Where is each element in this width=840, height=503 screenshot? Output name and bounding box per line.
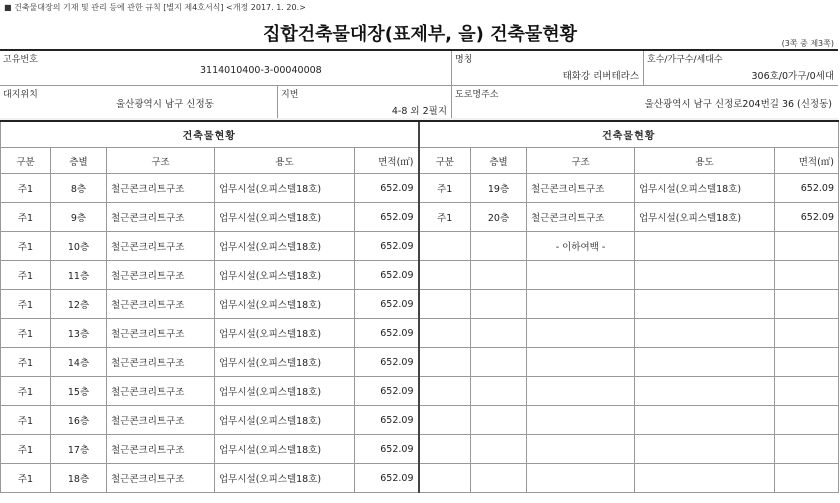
right-empty-cell: [471, 406, 527, 435]
table-row: [1, 174, 839, 203]
road-address-label: 도로명주소: [455, 90, 499, 100]
left-use-cell: 업무시설(오피스텔18호): [215, 348, 355, 377]
legal-basis-note: ■ 건축물대장의 기재 및 관리 등에 관한 규칙 [별지 제4호서식] <개정 2017. 1. 20.>: [4, 3, 306, 12]
right-empty-cell: [775, 406, 839, 435]
left-type-cell: 주1: [1, 464, 51, 493]
col-use-left: 용도: [215, 148, 355, 174]
table-row: [1, 290, 839, 319]
col-area-right: 면적(㎡): [775, 148, 839, 174]
site-location-label: 대지위치: [3, 90, 38, 100]
right-area-cell: 652.09: [775, 203, 839, 232]
building-name-cell: [452, 51, 644, 86]
left-structure-cell: 철근콘크리트구조: [107, 174, 215, 203]
unique-number-value: 3114010400-3-00040008: [200, 65, 322, 76]
left-area-cell: 652.09: [355, 203, 419, 232]
col-floor-right: 층별: [471, 148, 527, 174]
right-empty-cell: [471, 261, 527, 290]
lot-number-value: 4-8 외 2필지: [391, 106, 447, 117]
right-empty-cell: [527, 406, 635, 435]
right-empty-cell: [471, 464, 527, 493]
right-floor-cell: 20층: [471, 203, 527, 232]
table-row: [1, 464, 839, 493]
table-row: [1, 406, 839, 435]
col-type-left: 구분: [1, 148, 51, 174]
right-structure-cell: 철근콘크리트구조: [527, 174, 635, 203]
left-area-cell: 652.09: [355, 174, 419, 203]
right-empty-cell: [635, 261, 775, 290]
right-empty-cell: [419, 261, 471, 290]
end-of-list-mark: - 이하여백 -: [527, 232, 635, 261]
page-indicator: (3쪽 중 제3쪽): [781, 39, 834, 48]
left-structure-cell: 철근콘크리트구조: [107, 203, 215, 232]
right-empty-cell: [635, 290, 775, 319]
left-type-cell: 주1: [1, 290, 51, 319]
unit-count-label: 호수/가구수/세대수: [647, 55, 723, 65]
right-empty-cell: [775, 232, 839, 261]
site-location-value: 울산광역시 남구 신정동: [116, 99, 214, 110]
lot-number-label: 지번: [281, 90, 299, 100]
right-empty-cell: [635, 406, 775, 435]
right-empty-cell: [635, 435, 775, 464]
left-area-cell: 652.09: [355, 290, 419, 319]
table-row: [1, 261, 839, 290]
left-use-cell: 업무시설(오피스텔18호): [215, 377, 355, 406]
left-use-cell: 업무시설(오피스텔18호): [215, 435, 355, 464]
right-use-cell: 업무시설(오피스텔18호): [635, 174, 775, 203]
right-empty-cell: [635, 319, 775, 348]
left-floor-cell: 15층: [51, 377, 107, 406]
building-name-value: 태화강 리버테라스: [562, 71, 639, 82]
left-area-cell: 652.09: [355, 435, 419, 464]
unit-count-cell: [644, 51, 838, 86]
right-type-cell: 주1: [419, 203, 471, 232]
section-title-left: 건축물현황: [1, 121, 419, 148]
left-structure-cell: 철근콘크리트구조: [107, 348, 215, 377]
left-use-cell: 업무시설(오피스텔18호): [215, 319, 355, 348]
left-type-cell: 주1: [1, 203, 51, 232]
left-floor-cell: 16층: [51, 406, 107, 435]
right-empty-cell: [775, 319, 839, 348]
column-header-row: [1, 148, 839, 174]
right-empty-cell: [527, 348, 635, 377]
col-area-left: 면적(㎡): [355, 148, 419, 174]
right-empty-cell: [471, 435, 527, 464]
right-empty-cell: [527, 261, 635, 290]
right-empty-cell: [775, 435, 839, 464]
left-use-cell: 업무시설(오피스텔18호): [215, 174, 355, 203]
left-structure-cell: 철근콘크리트구조: [107, 464, 215, 493]
left-floor-cell: 8층: [51, 174, 107, 203]
left-structure-cell: 철근콘크리트구조: [107, 435, 215, 464]
unique-number-label: 고유번호: [3, 55, 38, 65]
left-floor-cell: 9층: [51, 203, 107, 232]
right-area-cell: 652.09: [775, 174, 839, 203]
col-structure-left: 구조: [107, 148, 215, 174]
left-floor-cell: 18층: [51, 464, 107, 493]
right-empty-cell: [471, 232, 527, 261]
left-type-cell: 주1: [1, 319, 51, 348]
left-area-cell: 652.09: [355, 377, 419, 406]
building-status-table: [0, 120, 839, 493]
left-use-cell: 업무시설(오피스텔18호): [215, 464, 355, 493]
left-area-cell: 652.09: [355, 232, 419, 261]
left-structure-cell: 철근콘크리트구조: [107, 232, 215, 261]
left-use-cell: 업무시설(오피스텔18호): [215, 203, 355, 232]
col-use-right: 용도: [635, 148, 775, 174]
table-row: [1, 435, 839, 464]
table-row: [1, 232, 839, 261]
right-empty-cell: [419, 406, 471, 435]
left-structure-cell: 철근콘크리트구조: [107, 290, 215, 319]
left-structure-cell: 철근콘크리트구조: [107, 319, 215, 348]
col-floor-left: 층별: [51, 148, 107, 174]
right-empty-cell: [471, 319, 527, 348]
left-floor-cell: 17층: [51, 435, 107, 464]
left-use-cell: 업무시설(오피스텔18호): [215, 232, 355, 261]
right-use-cell: 업무시설(오피스텔18호): [635, 203, 775, 232]
left-area-cell: 652.09: [355, 348, 419, 377]
col-structure-right: 구조: [527, 148, 635, 174]
left-type-cell: 주1: [1, 406, 51, 435]
left-structure-cell: 철근콘크리트구조: [107, 377, 215, 406]
left-floor-cell: 14층: [51, 348, 107, 377]
left-floor-cell: 13층: [51, 319, 107, 348]
left-use-cell: 업무시설(오피스텔18호): [215, 261, 355, 290]
right-empty-cell: [775, 464, 839, 493]
header-info-block: [0, 49, 838, 120]
left-type-cell: 주1: [1, 232, 51, 261]
right-empty-cell: [635, 377, 775, 406]
building-name-label: 명칭: [455, 55, 473, 65]
left-type-cell: 주1: [1, 261, 51, 290]
section-title-right: 건축물현황: [419, 121, 839, 148]
left-area-cell: 652.09: [355, 406, 419, 435]
left-floor-cell: 10층: [51, 232, 107, 261]
table-row: [1, 377, 839, 406]
right-empty-cell: [527, 319, 635, 348]
right-empty-cell: [419, 435, 471, 464]
right-empty-cell: [419, 290, 471, 319]
right-structure-cell: 철근콘크리트구조: [527, 203, 635, 232]
right-floor-cell: 19층: [471, 174, 527, 203]
right-empty-cell: [527, 464, 635, 493]
document-title: 집합건축물대장(표제부, 을) 건축물현황: [262, 24, 578, 45]
right-type-cell: 주1: [419, 174, 471, 203]
site-location-cell: [0, 86, 278, 119]
table-row: [1, 348, 839, 377]
left-structure-cell: 철근콘크리트구조: [107, 406, 215, 435]
lot-number-cell: [278, 86, 452, 119]
col-type-right: 구분: [419, 148, 471, 174]
right-empty-cell: [527, 290, 635, 319]
right-empty-cell: [419, 464, 471, 493]
right-empty-cell: [635, 464, 775, 493]
unique-number-cell: [0, 51, 452, 86]
road-address-cell: [452, 86, 838, 119]
right-empty-cell: [527, 435, 635, 464]
right-empty-cell: [775, 377, 839, 406]
left-floor-cell: 12층: [51, 290, 107, 319]
right-empty-cell: [775, 348, 839, 377]
right-empty-cell: [775, 290, 839, 319]
right-empty-cell: [471, 348, 527, 377]
left-type-cell: 주1: [1, 435, 51, 464]
right-empty-cell: [635, 232, 775, 261]
left-area-cell: 652.09: [355, 261, 419, 290]
right-empty-cell: [419, 232, 471, 261]
road-address-value: 울산광역시 남구 신정로204번길 36 (신정동): [644, 99, 832, 110]
left-floor-cell: 11층: [51, 261, 107, 290]
section-header-row: [1, 121, 839, 148]
left-area-cell: 652.09: [355, 464, 419, 493]
table-row: [1, 203, 839, 232]
left-area-cell: 652.09: [355, 319, 419, 348]
left-type-cell: 주1: [1, 348, 51, 377]
right-empty-cell: [419, 348, 471, 377]
table-row: [1, 319, 839, 348]
right-empty-cell: [471, 290, 527, 319]
right-empty-cell: [419, 377, 471, 406]
right-empty-cell: [635, 348, 775, 377]
right-empty-cell: [527, 377, 635, 406]
unit-count-value: 306호/0가구/0세대: [751, 71, 834, 82]
left-type-cell: 주1: [1, 377, 51, 406]
left-use-cell: 업무시설(오피스텔18호): [215, 290, 355, 319]
left-structure-cell: 철근콘크리트구조: [107, 261, 215, 290]
right-empty-cell: [775, 261, 839, 290]
right-empty-cell: [471, 377, 527, 406]
right-empty-cell: [419, 319, 471, 348]
left-type-cell: 주1: [1, 174, 51, 203]
left-use-cell: 업무시설(오피스텔18호): [215, 406, 355, 435]
